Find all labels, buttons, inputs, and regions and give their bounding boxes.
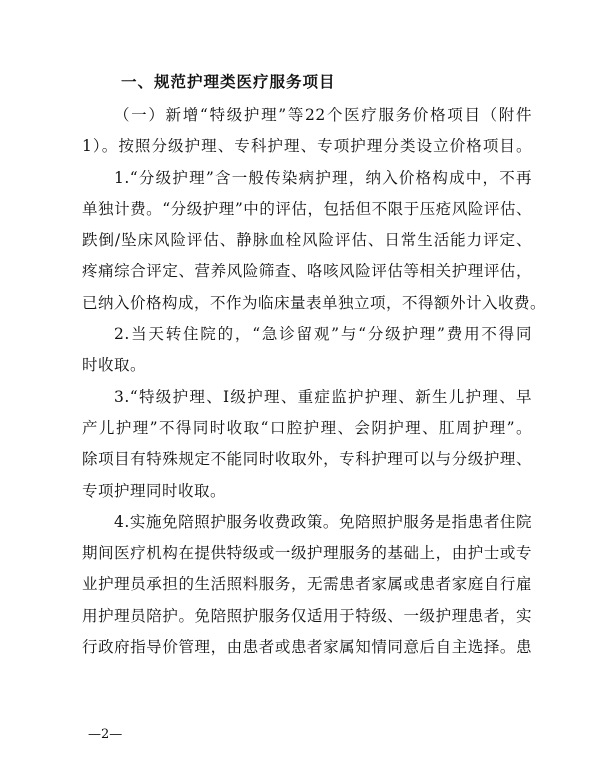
paragraph-line: 单独计费。“分级护理”中的评估，包括但不限于压疮风险评估、	[82, 199, 532, 218]
paragraph-line: 4.实施免陪照护服务收费政策。免陪照护服务是指患者住院	[114, 512, 532, 531]
paragraph-line: 时收取。	[82, 356, 147, 375]
section-heading: 一、规范护理类医疗服务项目	[121, 73, 336, 91]
paragraph-line: 期间医疗机构在提供特级或一级护理服务的基础上，由护士或专	[82, 544, 532, 563]
paragraph-line: 专项护理同时收取。	[82, 481, 227, 500]
paragraph-line: 2.当天转住院的，“急诊留观”与“分级护理”费用不得同	[114, 325, 532, 344]
paragraph-line: 1.“分级护理”含一般传染病护理，纳入价格构成中，不再	[114, 168, 532, 187]
paragraph-line: 疼痛综合评定、营养风险筛查、咯咳风险评估等相关护理评估，	[82, 262, 532, 281]
paragraph-line: 已纳入价格构成，不作为临床量表单独立项，不得额外计入收费。	[82, 293, 547, 312]
paragraph-line: 跌倒/坠床风险评估、静脉血栓风险评估、日常生活能力评定、	[82, 231, 532, 250]
paragraph-line: 3.“特级护理、I级护理、重症监护护理、新生儿护理、早	[114, 387, 532, 406]
paragraph-line: 除项目有特殊规定不能同时收取外，专科护理可以与分级护理、	[82, 450, 532, 469]
paragraph-line: 1）。按照分级护理、专科护理、专项护理分类设立价格项目。	[82, 137, 532, 156]
page-number: —2—	[88, 727, 123, 742]
body-text	[82, 100, 547, 663]
paragraph-line: （一）新增“特级护理”等22个医疗服务价格项目（附件	[114, 106, 532, 124]
paragraph-line: 业护理员承担的生活照料服务，无需患者家属或患者家庭自行雇	[82, 575, 532, 594]
paragraph-line: 产儿护理”不得同时收取“口腔护理、会阴护理、肛周护理”。	[82, 418, 532, 437]
paragraph-line: 用护理员陪护。免陪照护服务仅适用于特级、一级护理患者，实	[82, 606, 532, 625]
paragraph-line: 行政府指导价管理，由患者或患者家属知情同意后自主选择。患	[82, 638, 532, 657]
